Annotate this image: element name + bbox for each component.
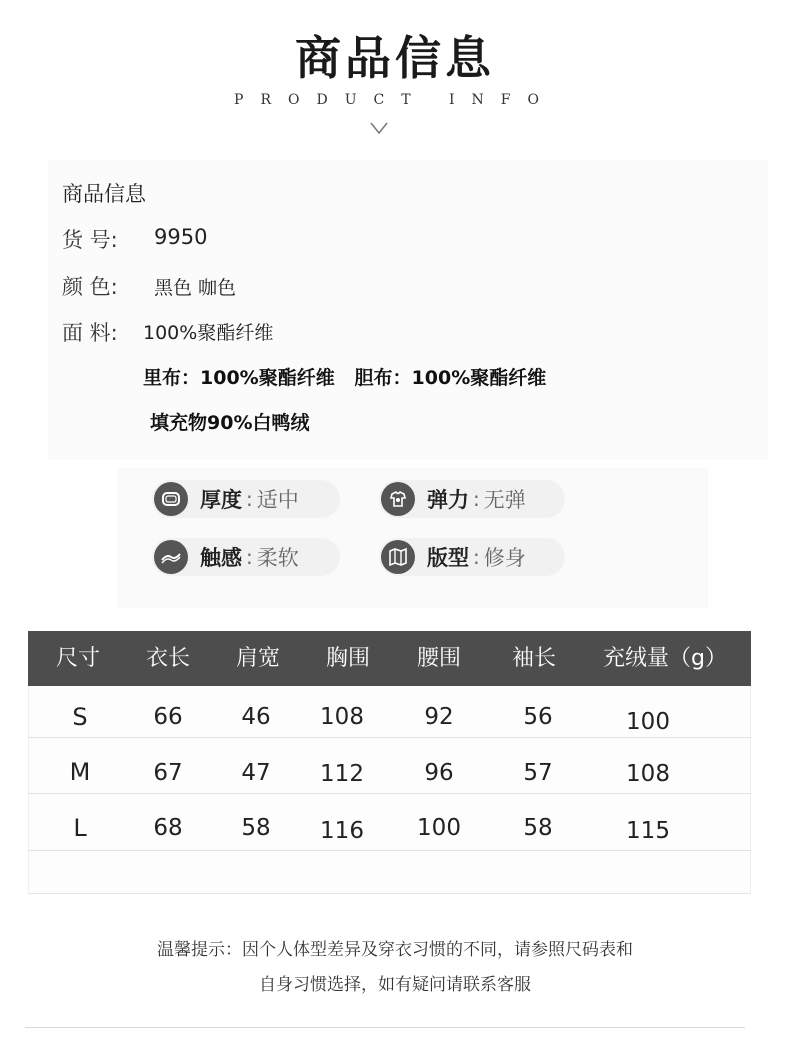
info-section-title: 商品信息: [62, 182, 146, 206]
attribute-label: 版型: [427, 546, 469, 570]
table-cell: 47: [241, 760, 271, 786]
table-cell: 58: [241, 815, 271, 841]
chevron-down-icon: [369, 120, 389, 139]
page-title: 商品信息: [295, 31, 495, 85]
table-cell: 108: [320, 704, 364, 730]
table-cell: 92: [424, 704, 454, 730]
column-header-length: 衣长: [145, 646, 190, 671]
table-cell: S: [72, 703, 88, 731]
item-number-label: 货 号:: [62, 228, 118, 252]
page-subtitle: PRODUCT INFO: [234, 92, 556, 108]
divider: [25, 1027, 745, 1028]
color-label: 颜 色:: [62, 275, 118, 299]
table-cell: 96: [424, 760, 454, 786]
size-tip-line-2: 自身习惯选择，如有疑问请联系客服: [259, 975, 531, 995]
column-header-waist: 腰围: [416, 646, 461, 671]
attribute-fit: [379, 538, 565, 576]
table-cell: 116: [320, 818, 364, 844]
attribute-value: 适中: [256, 488, 299, 512]
table-cell: 46: [241, 704, 271, 730]
column-header-chest: 胸围: [325, 646, 370, 671]
table-cell: 100: [626, 709, 670, 735]
table-cell: 112: [320, 761, 364, 787]
table-cell: 115: [626, 818, 670, 844]
attribute-separator: :: [473, 487, 480, 511]
fabric-value: 100%聚酯纤维: [143, 322, 274, 344]
table-cell: 58: [523, 815, 553, 841]
fit-icon: [381, 540, 415, 574]
filling-info: 填充物90%白鸭绒: [150, 412, 310, 434]
attribute-value: 修身: [483, 546, 526, 570]
size-tip-line-1: 温馨提示：因个人体型差异及穿衣习惯的不同，请参照尺码表和: [157, 940, 633, 960]
touch-icon: [154, 540, 188, 574]
column-header-down-fill: 充绒量（g）: [603, 646, 727, 671]
table-cell: 67: [153, 760, 183, 786]
column-header-shoulder: 肩宽: [235, 646, 280, 671]
attribute-label: 厚度: [200, 488, 242, 512]
table-cell: 108: [626, 761, 670, 787]
color-value: 黑色 咖色: [154, 277, 237, 299]
attribute-separator: :: [246, 545, 253, 569]
table-cell: 68: [153, 815, 183, 841]
attribute-value: 无弹: [483, 488, 526, 512]
table-divider: [28, 737, 751, 738]
attribute-elasticity: [379, 480, 565, 518]
attribute-thickness: [152, 480, 340, 518]
table-divider: [28, 850, 751, 851]
attribute-label: 触感: [200, 546, 242, 570]
attribute-separator: :: [246, 487, 253, 511]
table-cell: L: [73, 814, 87, 842]
column-header-size: 尺寸: [55, 646, 100, 671]
lining-info: 里布：100%聚酯纤维 胆布：100%聚酯纤维: [143, 367, 547, 389]
attribute-value: 柔软: [256, 546, 299, 570]
item-number-value: 9950: [154, 225, 208, 249]
thickness-icon: [154, 482, 188, 516]
table-cell: 57: [523, 760, 553, 786]
table-cell: 56: [523, 704, 553, 730]
fabric-label: 面 料:: [62, 321, 118, 345]
attribute-separator: :: [473, 545, 480, 569]
table-cell: M: [69, 758, 91, 786]
attribute-touch: [152, 538, 340, 576]
table-cell: 100: [417, 815, 461, 841]
table-divider: [28, 793, 751, 794]
column-header-sleeve: 袖长: [511, 646, 556, 671]
table-cell: 66: [153, 704, 183, 730]
elasticity-icon: [381, 482, 415, 516]
attribute-label: 弹力: [427, 488, 469, 512]
